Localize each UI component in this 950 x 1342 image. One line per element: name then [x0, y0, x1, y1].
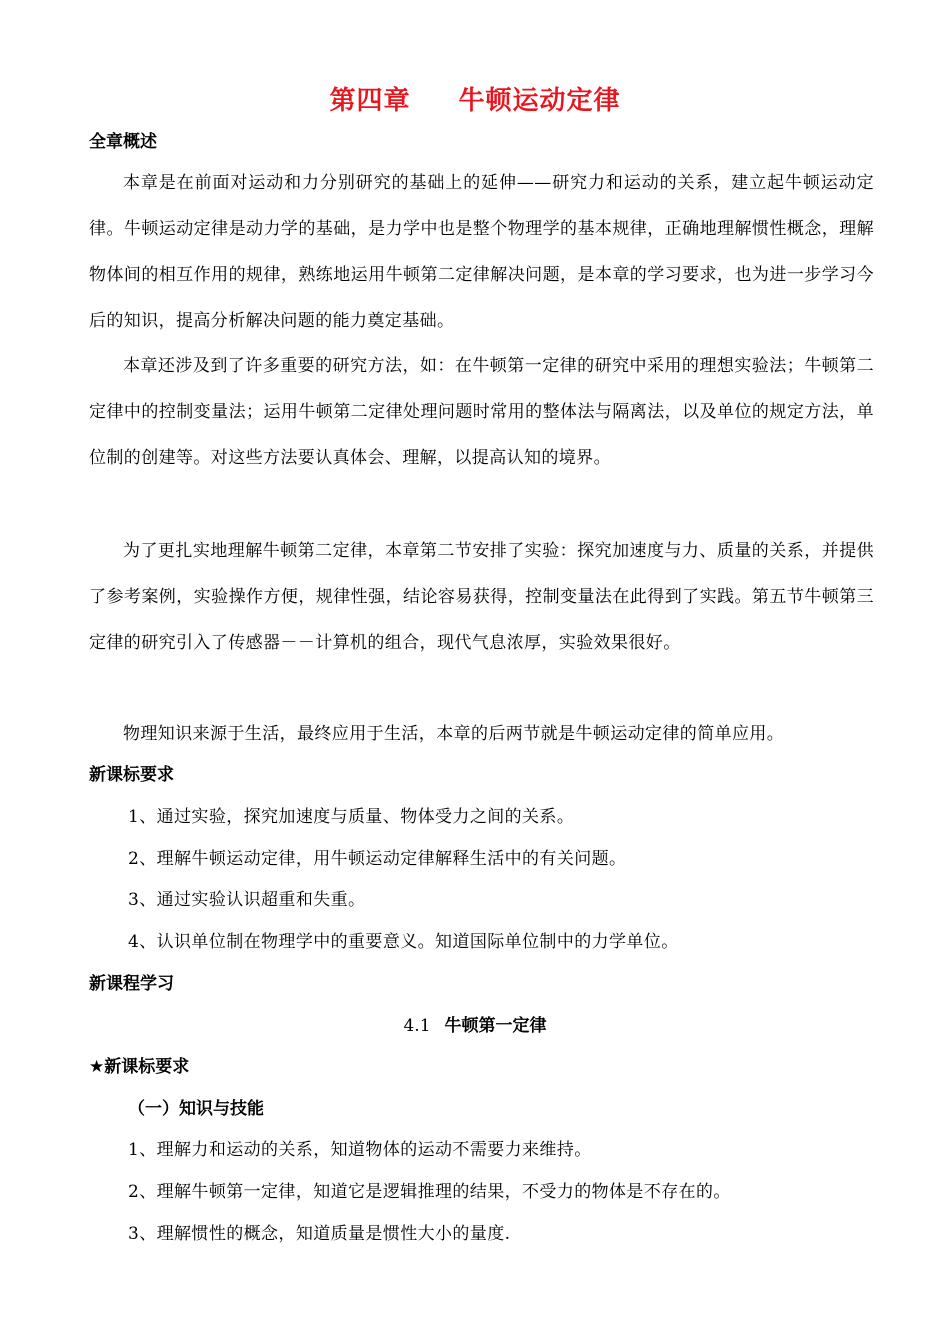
section-standards-heading: ★新课标要求 — [89, 1057, 190, 1077]
section-name: 牛顿第一定律 — [444, 1016, 547, 1036]
overview-paragraph-3: 为了更扎实地理解牛顿第二定律，本章第二节安排了实验：探究加速度与力、质量的关系，并提供了参考案例，实验操作方便，规律性强，结论容易获得，控制变量法在此得到了实践。第五节牛顿第三定律的研究引入了传感器－－计算机的组合，现代气息浓厚，实验效果很好。 — [89, 541, 874, 653]
chapter-name: 牛顿运动定律 — [458, 86, 621, 116]
section-item: 3、理解惯性的概念，知道质量是惯性大小的量度. — [128, 1224, 511, 1244]
standards-item: 1、通过实验，探究加速度与质量、物体受力之间的关系。 — [128, 807, 575, 827]
course-heading: 新课程学习 — [89, 974, 174, 994]
section-item: 2、理解牛顿第一定律，知道它是逻辑推理的结果，不受力的物体是不存在的。 — [128, 1182, 731, 1202]
standards-heading: 新课标要求 — [89, 765, 174, 785]
knowledge-skills-heading: （一）知识与技能 — [128, 1099, 264, 1119]
overview-paragraph-2: 本章还涉及到了许多重要的研究方法，如：在牛顿第一定律的研究中采用的理想实验法；牛顿第二定律中的控制变量法；运用牛顿第二定律处理问题时常用的整体法与隔离法，以及单位的规定方法，单位制的创建等。对这些方法要认真体会、理解，以提高认知的境界。 — [89, 356, 874, 468]
chapter-number: 第四章 — [329, 86, 411, 116]
overview-heading: 全章概述 — [89, 132, 157, 152]
chapter-title — [0, 80, 950, 117]
overview-paragraph-1: 本章是在前面对运动和力分别研究的基础上的延伸——研究力和运动的关系，建立起牛顿运动定律。牛顿运动定律是动力学的基础，是力学中也是整个物理学的基本规律，正确地理解惯性概念，理解物体间的相互作用的规律，熟练地运用牛顿第二定律解决问题，是本章的学习要求，也为进一步学习今后的知识，提高分析解决问题的能力奠定基础。 — [89, 173, 874, 331]
section-number: 4.1 — [403, 1016, 431, 1036]
standards-item: 3、通过实验认识超重和失重。 — [128, 890, 366, 910]
standards-item: 4、认识单位制在物理学中的重要意义。知道国际单位制中的力学单位。 — [128, 932, 679, 952]
overview-paragraph-4: 物理知识来源于生活，最终应用于生活，本章的后两节就是牛顿运动定律的简单应用。 — [123, 724, 785, 744]
section-title — [0, 1014, 950, 1038]
standards-item: 2、理解牛顿运动定律，用牛顿运动定律解释生活中的有关问题。 — [128, 849, 627, 869]
section-item: 1、理解力和运动的关系，知道物体的运动不需要力来维持。 — [128, 1140, 592, 1160]
